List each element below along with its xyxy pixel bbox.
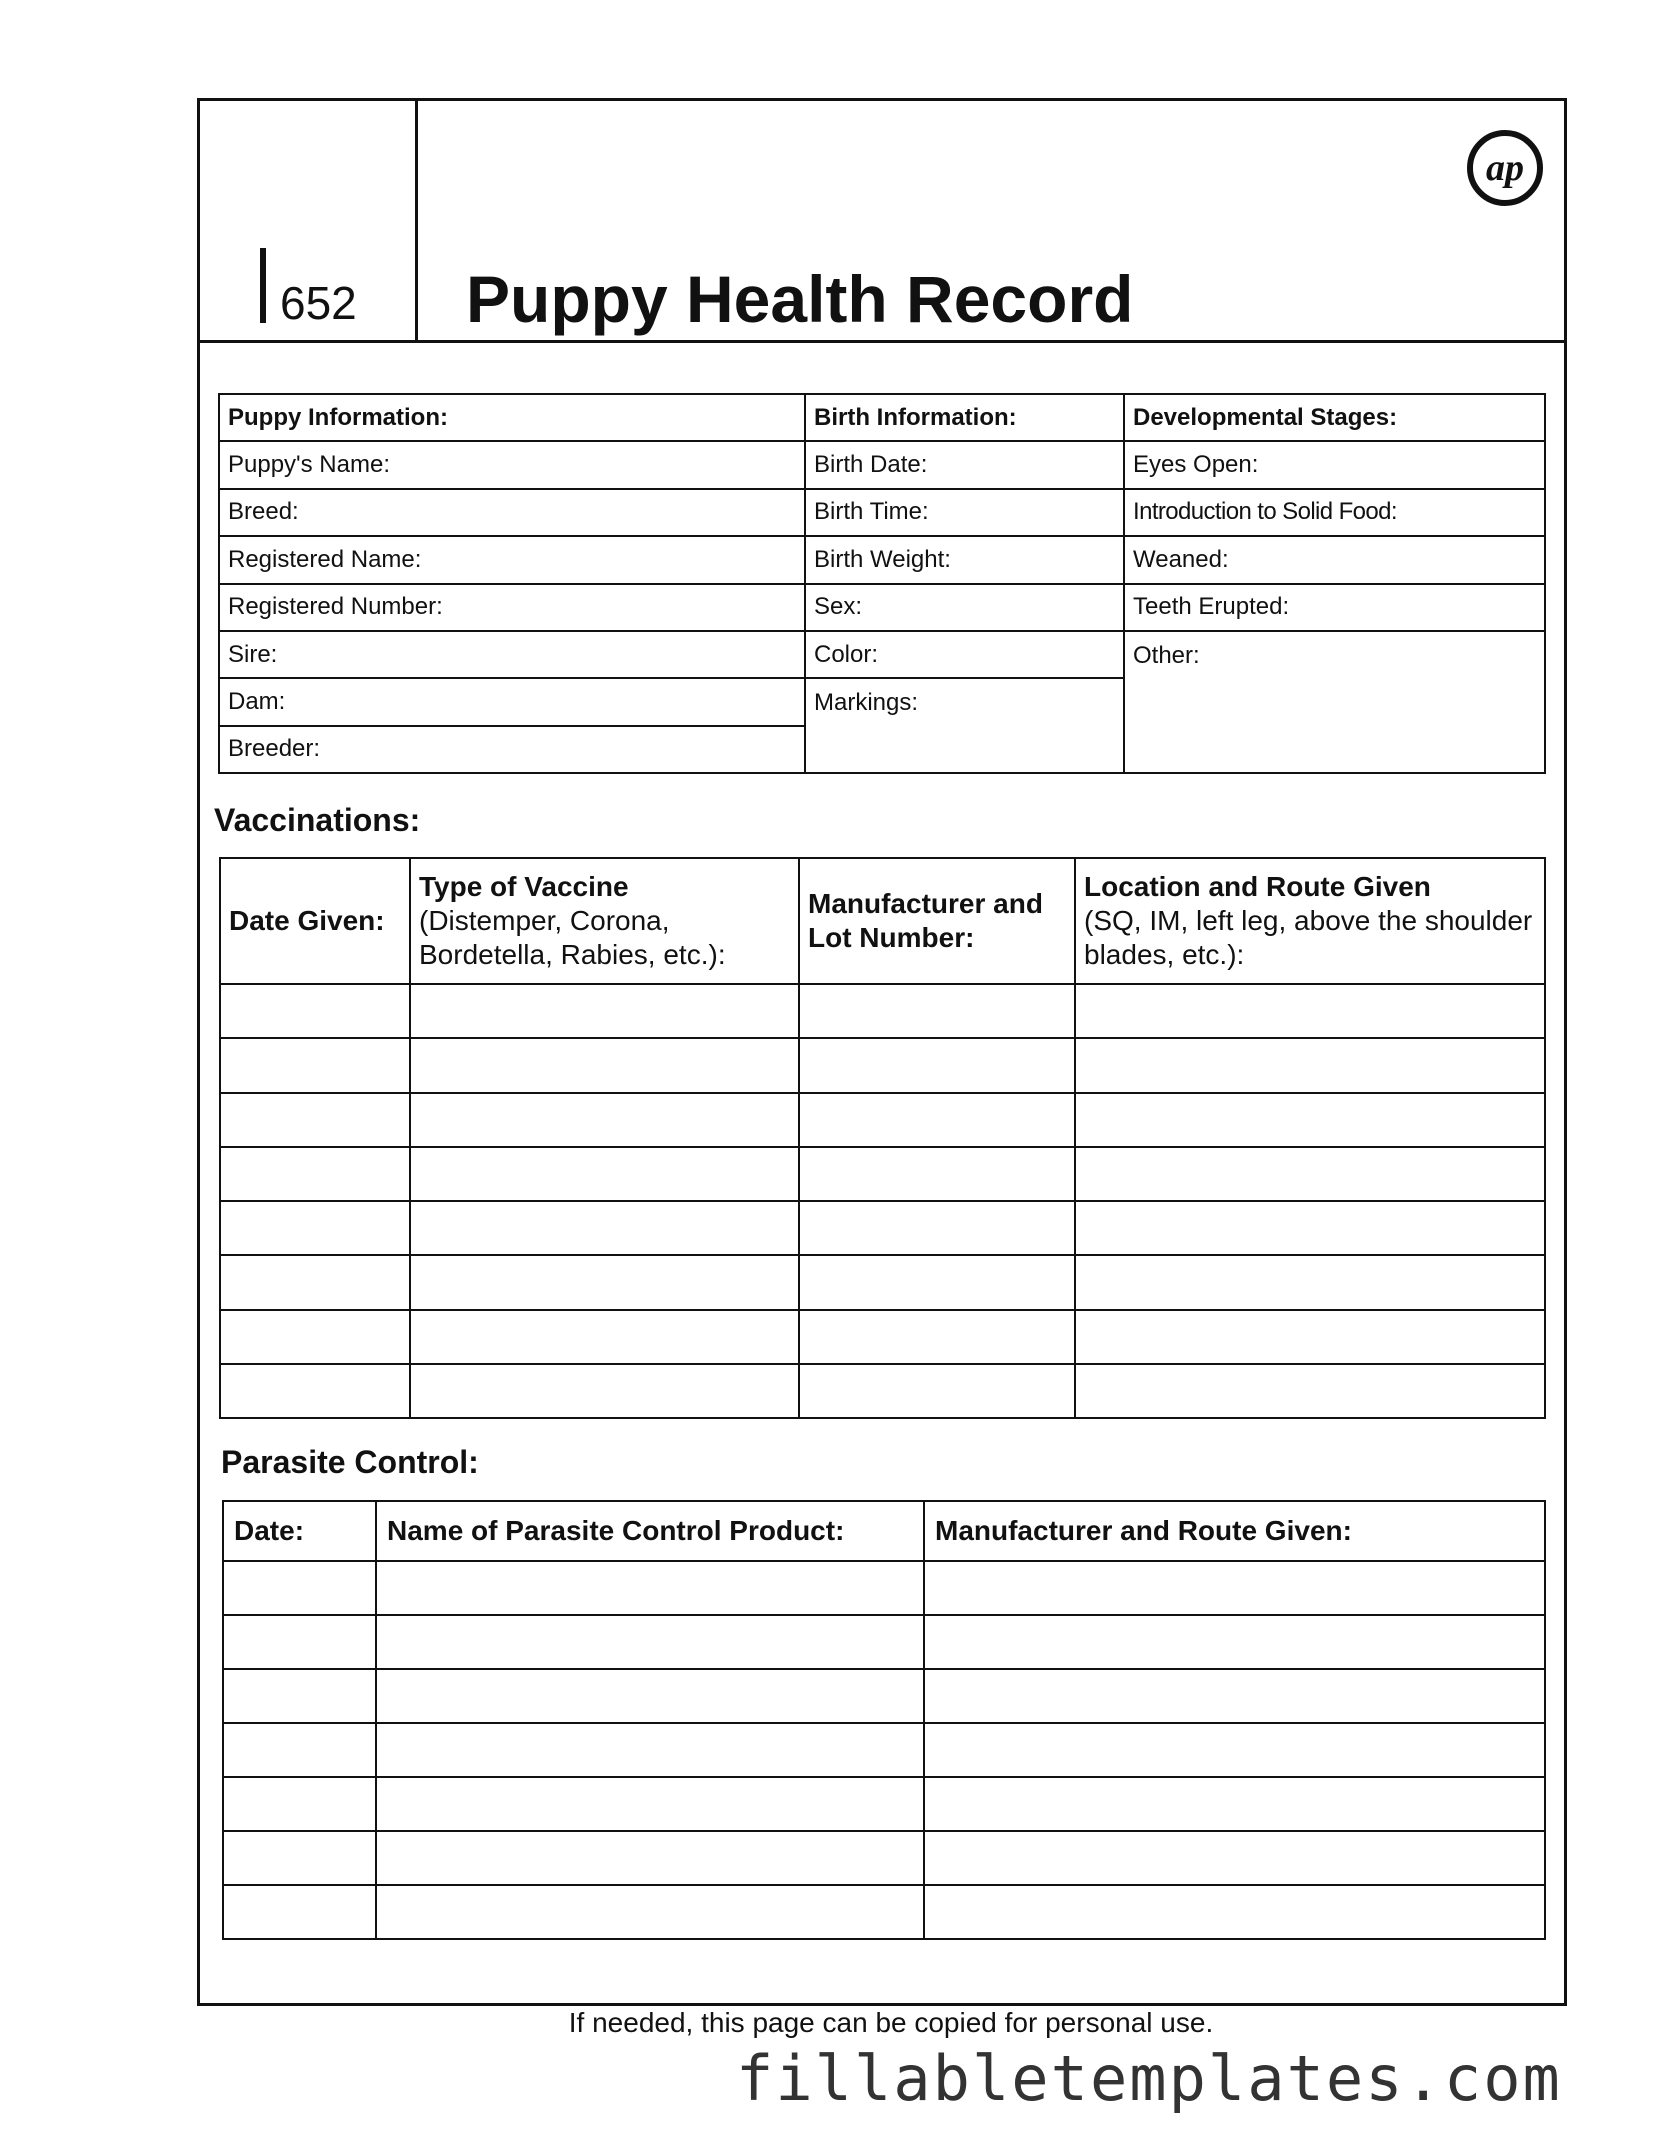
para-date-cell[interactable] bbox=[223, 1777, 376, 1831]
parasite-control-heading: Parasite Control: bbox=[221, 1444, 479, 1480]
vacc-row bbox=[220, 1093, 1545, 1147]
para-row bbox=[223, 1777, 1545, 1831]
puppy-info-header: Puppy Information: bbox=[219, 394, 805, 441]
sex-field[interactable]: Sex: bbox=[805, 584, 1124, 631]
vacc-row bbox=[220, 984, 1545, 1038]
para-row bbox=[223, 1615, 1545, 1669]
vacc-row bbox=[220, 1364, 1545, 1418]
vacc-type-cell[interactable] bbox=[410, 1093, 799, 1147]
eyes-open-field[interactable]: Eyes Open: bbox=[1124, 441, 1545, 488]
puppy-name-field[interactable]: Puppy's Name: bbox=[219, 441, 805, 488]
para-mfr-cell[interactable] bbox=[924, 1777, 1545, 1831]
para-mfr-cell[interactable] bbox=[924, 1885, 1545, 1939]
vacc-type-cell[interactable] bbox=[410, 1201, 799, 1255]
breed-field[interactable]: Breed: bbox=[219, 489, 805, 536]
para-mfr-cell[interactable] bbox=[924, 1723, 1545, 1777]
ap-logo-icon bbox=[1465, 128, 1545, 208]
birth-time-field[interactable]: Birth Time: bbox=[805, 489, 1124, 536]
vacc-loc-cell[interactable] bbox=[1075, 1201, 1545, 1255]
para-date-cell[interactable] bbox=[223, 1615, 376, 1669]
para-mfr-cell[interactable] bbox=[924, 1669, 1545, 1723]
vacc-loc-cell[interactable] bbox=[1075, 1364, 1545, 1418]
vacc-mfr-cell[interactable] bbox=[799, 1147, 1075, 1201]
vacc-mfr-cell[interactable] bbox=[799, 1255, 1075, 1309]
para-row bbox=[223, 1723, 1545, 1777]
vaccinations-heading: Vaccinations: bbox=[214, 802, 421, 838]
para-row bbox=[223, 1831, 1545, 1885]
weaned-field[interactable]: Weaned: bbox=[1124, 536, 1545, 583]
para-row bbox=[223, 1669, 1545, 1723]
vacc-mfr-cell[interactable] bbox=[799, 1310, 1075, 1364]
para-row bbox=[223, 1561, 1545, 1615]
registered-number-field[interactable]: Registered Number: bbox=[219, 584, 805, 631]
vacc-loc-cell[interactable] bbox=[1075, 984, 1545, 1038]
para-col-manufacturer: Manufacturer and Route Given: bbox=[924, 1501, 1545, 1561]
para-product-cell[interactable] bbox=[376, 1615, 924, 1669]
color-field[interactable]: Color: bbox=[805, 631, 1124, 678]
vacc-row bbox=[220, 1310, 1545, 1364]
vacc-loc-cell[interactable] bbox=[1075, 1147, 1545, 1201]
vacc-row bbox=[220, 1147, 1545, 1201]
vacc-row bbox=[220, 1201, 1545, 1255]
para-date-cell[interactable] bbox=[223, 1831, 376, 1885]
birth-info-header: Birth Information: bbox=[805, 394, 1124, 441]
vacc-type-cell[interactable] bbox=[410, 1310, 799, 1364]
vacc-loc-cell[interactable] bbox=[1075, 1038, 1545, 1092]
form-number-bar bbox=[260, 248, 266, 323]
vacc-date-cell[interactable] bbox=[220, 1093, 410, 1147]
para-product-cell[interactable] bbox=[376, 1669, 924, 1723]
parasite-table bbox=[222, 1500, 1546, 1940]
vacc-col-type: Type of Vaccine (Distemper, Corona, Bordetella, Rabies, etc.): bbox=[410, 858, 799, 984]
birth-date-field[interactable]: Birth Date: bbox=[805, 441, 1124, 488]
para-product-cell[interactable] bbox=[376, 1561, 924, 1615]
header-divider-line bbox=[197, 340, 1567, 343]
vacc-col-date: Date Given: bbox=[220, 858, 410, 984]
vacc-type-cell[interactable] bbox=[410, 984, 799, 1038]
vacc-row bbox=[220, 1255, 1545, 1309]
vaccinations-table bbox=[219, 857, 1546, 1419]
vacc-row bbox=[220, 1038, 1545, 1092]
vacc-col-manufacturer: Manufacturer and Lot Number: bbox=[799, 858, 1075, 984]
vacc-date-cell[interactable] bbox=[220, 1201, 410, 1255]
logo-text: ap bbox=[1486, 147, 1524, 189]
page-title: Puppy Health Record bbox=[466, 262, 1134, 336]
para-mfr-cell[interactable] bbox=[924, 1831, 1545, 1885]
vacc-type-cell[interactable] bbox=[410, 1364, 799, 1418]
registered-name-field[interactable]: Registered Name: bbox=[219, 536, 805, 583]
para-date-cell[interactable] bbox=[223, 1561, 376, 1615]
form-number-text: 652 bbox=[280, 277, 357, 329]
vacc-loc-cell[interactable] bbox=[1075, 1255, 1545, 1309]
vacc-mfr-cell[interactable] bbox=[799, 1038, 1075, 1092]
para-mfr-cell[interactable] bbox=[924, 1561, 1545, 1615]
vacc-mfr-cell[interactable] bbox=[799, 984, 1075, 1038]
dam-field[interactable]: Dam: bbox=[219, 678, 805, 725]
teeth-erupted-field[interactable]: Teeth Erupted: bbox=[1124, 584, 1545, 631]
vacc-loc-cell[interactable] bbox=[1075, 1310, 1545, 1364]
para-product-cell[interactable] bbox=[376, 1885, 924, 1939]
breeder-field[interactable]: Breeder: bbox=[219, 726, 805, 773]
vacc-type-cell[interactable] bbox=[410, 1038, 799, 1092]
other-field[interactable]: Other: bbox=[1124, 631, 1545, 773]
info-table bbox=[218, 393, 1546, 774]
site-watermark: fillabletemplates.com bbox=[736, 2042, 1562, 2115]
para-row bbox=[223, 1885, 1545, 1939]
vacc-type-cell[interactable] bbox=[410, 1147, 799, 1201]
vacc-date-cell[interactable] bbox=[220, 1255, 410, 1309]
para-product-cell[interactable] bbox=[376, 1723, 924, 1777]
vacc-type-cell[interactable] bbox=[410, 1255, 799, 1309]
solid-food-field[interactable]: Introduction to Solid Food: bbox=[1124, 489, 1545, 536]
vacc-date-cell[interactable] bbox=[220, 1310, 410, 1364]
para-date-cell[interactable] bbox=[223, 1723, 376, 1777]
vacc-mfr-cell[interactable] bbox=[799, 1201, 1075, 1255]
para-product-cell[interactable] bbox=[376, 1831, 924, 1885]
copy-permission-note: If needed, this page can be copied for personal use. bbox=[568, 2007, 1214, 2038]
para-col-date: Date: bbox=[223, 1501, 376, 1561]
para-date-cell[interactable] bbox=[223, 1669, 376, 1723]
vacc-date-cell[interactable] bbox=[220, 1147, 410, 1201]
markings-field[interactable]: Markings: bbox=[805, 678, 1124, 773]
vacc-col-location: Location and Route Given (SQ, IM, left leg, above the shoulder blades, etc.): bbox=[1075, 858, 1545, 984]
vacc-date-cell[interactable] bbox=[220, 1364, 410, 1418]
para-product-cell[interactable] bbox=[376, 1777, 924, 1831]
dev-stages-header: Developmental Stages: bbox=[1124, 394, 1545, 441]
sire-field[interactable]: Sire: bbox=[219, 631, 805, 678]
vacc-mfr-cell[interactable] bbox=[799, 1364, 1075, 1418]
para-mfr-cell[interactable] bbox=[924, 1615, 1545, 1669]
para-date-cell[interactable] bbox=[223, 1885, 376, 1939]
vacc-date-cell[interactable] bbox=[220, 1038, 410, 1092]
vacc-date-cell[interactable] bbox=[220, 984, 410, 1038]
birth-weight-field[interactable]: Birth Weight: bbox=[805, 536, 1124, 583]
header-vertical-divider bbox=[415, 98, 418, 342]
vacc-mfr-cell[interactable] bbox=[799, 1093, 1075, 1147]
vacc-loc-cell[interactable] bbox=[1075, 1093, 1545, 1147]
para-col-product: Name of Parasite Control Product: bbox=[376, 1501, 924, 1561]
